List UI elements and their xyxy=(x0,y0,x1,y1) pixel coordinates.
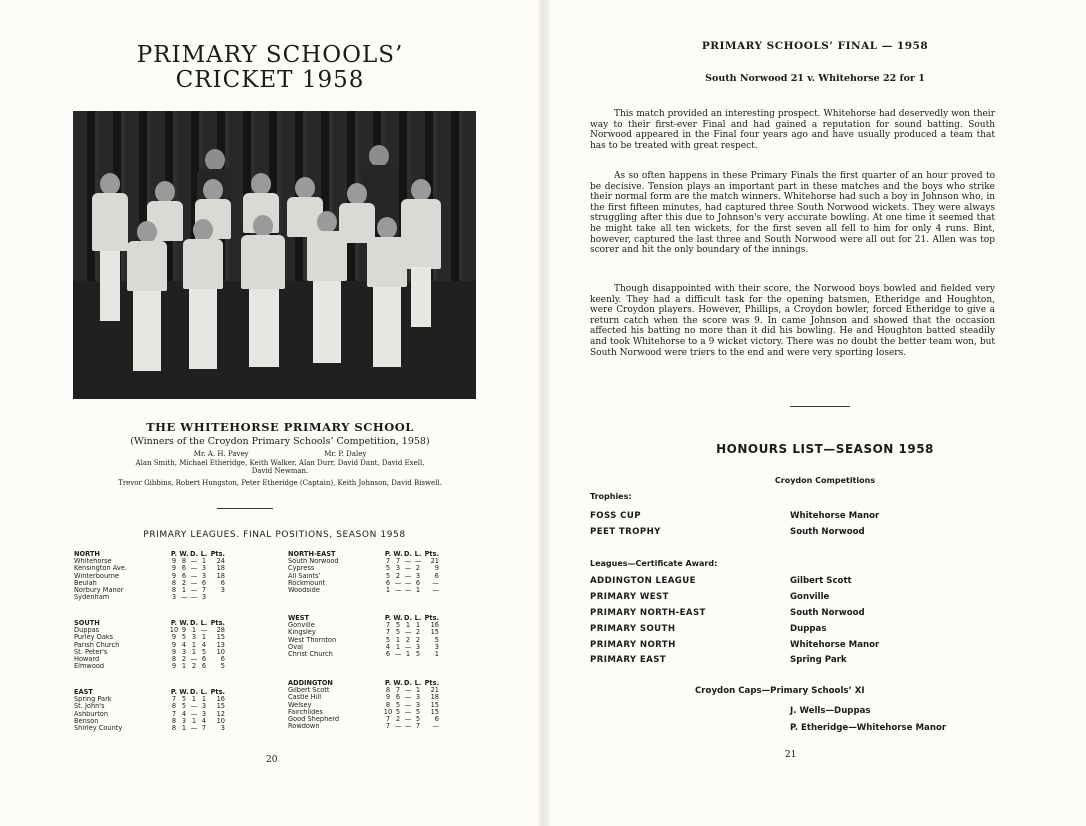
table-row: Winterbourne 9 6 — 3 18 xyxy=(74,571,225,580)
honours-row: PRIMARY NORTH-EAST South Norwood xyxy=(590,608,865,618)
honours-row: PRIMARY NORTH Whitehorse Manor xyxy=(590,640,880,650)
photo-caption-title: THE WHITEHORSE PRIMARY SCHOOL xyxy=(146,420,414,434)
table-row: Norbury Manor 8 1 — 7 3 xyxy=(74,585,225,594)
table-row: Shirley County 8 1 — 7 3 xyxy=(74,723,225,732)
table-row: Rockmount 6 — — 6 — xyxy=(288,578,439,587)
table-row: South Norwood 7 7 — — 21 xyxy=(288,557,439,566)
table-row: Woodside 1 — — 1 — xyxy=(288,585,439,594)
league-north-east: NORTH-EAST P. W. D. L. Pts. South Norwood 7 7 — — 21 Cypress 5 3 — 2 9 All Saints’ 5 2 — 3 6 Rockmount 6 — — 6 — Woodside 1 — — 1 — xyxy=(288,550,439,594)
photo-caption-back-row: Alan Smith, Michael Etheridge, Keith Walker, Alan Durr, David Dant, David Exell, xyxy=(135,459,425,467)
photo-caption-back-row-2: David Newman. xyxy=(251,467,309,475)
photo-caption-front-row: Trevor Gibbins, Robert Hungston, Peter Etheridge (Captain), Keith Johnson, David Biswell. xyxy=(118,479,442,487)
caps-row: J. Wells—Duppas xyxy=(790,706,871,716)
caps-title: Croydon Caps—Primary Schools’ XI xyxy=(695,686,865,696)
table-row: St. John's 8 5 — 3 15 xyxy=(74,702,225,711)
league-addington: ADDINGTON P. W. D. L. Pts. Gilbert Scott 8 7 — 1 21 Castle Hill 9 6 — 3 18 Welsey 8 5 — 3 15 Fairchildes 10 5 — 5 15 Good Shepherd 7 2 — 5 6 Rowdown 7 — — 7 — xyxy=(288,679,439,731)
league-north: NORTH P. W. D. L. Pts. Whitehorse 9 8 — 1 24 Kensington Ave. 9 6 — 3 18 Winterbourne 9 6 — 3 18 Beulah 8 2 — 6 6 Norbury Manor 8 1 — 7 3 Sydenham 3 — — 3 xyxy=(74,550,225,602)
table-row: Elmwood 9 1 2 6 5 xyxy=(74,662,225,671)
table-row: Beulah 8 2 — 6 6 xyxy=(74,578,225,587)
right-page xyxy=(545,0,1086,826)
leagues-title: PRIMARY LEAGUES. FINAL POSITIONS, SEASON 1958 xyxy=(143,530,406,540)
table-row: Good Shepherd 7 2 — 5 6 xyxy=(288,714,439,723)
page-title-line-2: CRICKET 1958 xyxy=(175,67,365,93)
team-photo xyxy=(73,111,476,399)
honours-row: ADDINGTON LEAGUE Gilbert Scott xyxy=(590,576,852,586)
page-title-line-1: PRIMARY SCHOOLS’ xyxy=(136,42,404,68)
table-row: Oval 4 1 — 3 3 xyxy=(288,642,439,651)
page-number: 21 xyxy=(785,750,797,760)
league-west: WEST P. W. D. L. Pts. Gonville 7 5 1 1 16 Kingsley 7 5 — 2 15 West Thornton 5 1 2 2 5 Oval 4 1 — 3 3 Christ Church 6 — 1 5 1 xyxy=(288,614,439,658)
divider xyxy=(790,406,850,407)
table-row: Fairchildes 10 5 — 5 15 xyxy=(288,707,439,716)
table-row: Kensington Ave. 9 6 — 3 18 xyxy=(74,564,225,573)
table-row: Gilbert Scott 8 7 — 1 21 xyxy=(288,686,439,695)
caps-row: P. Etheridge—Whitehorse Manor xyxy=(790,723,947,733)
table-row: Duppas 10 9 1 — 28 xyxy=(74,626,225,635)
table-row: West Thornton 5 1 2 2 5 xyxy=(288,635,439,644)
trophies-label: Trophies: xyxy=(590,492,632,501)
honours-title: HONOURS LIST—SEASON 1958 xyxy=(716,442,934,456)
table-row: Sydenham 3 — — 3 xyxy=(74,593,207,602)
table-row: Gonville 7 5 1 1 16 xyxy=(288,621,439,630)
table-row: Welsey 8 5 — 3 15 xyxy=(288,700,439,709)
honours-row: FOSS CUP Whitehorse Manor xyxy=(590,511,880,521)
divider xyxy=(217,508,273,509)
honours-subtitle: Croydon Competitions xyxy=(774,476,876,485)
leagues-label: Leagues—Certificate Award: xyxy=(590,559,718,568)
table-row: Purley Oaks 9 5 3 1 15 xyxy=(74,633,225,642)
league-east: EAST P. W. D. L. Pts. Spring Park 7 5 1 1 16 St. John's 8 5 — 3 15 Ashburton 7 4 — 3 12 Benson 8 3 1 4 10 Shirley County 8 1 — 7 3 xyxy=(74,688,225,732)
left-page xyxy=(0,0,540,826)
table-row: Howard 8 2 — 6 6 xyxy=(74,654,225,663)
table-row: Ashburton 7 4 — 3 12 xyxy=(74,709,225,718)
table-row: Kingsley 7 5 — 2 15 xyxy=(288,628,439,637)
league-south: SOUTH P. W. D. L. Pts. Duppas 10 9 1 — 28 Purley Oaks 9 5 3 1 15 Parish Church 9 4 1 4 13 St. Peter's 9 3 1 5 10 Howard 8 2 — 6 6 Elmwood 9 1 2 6 5 xyxy=(74,619,225,671)
match-report-paragraph: This match provided an interesting prospect. Whitehorse had deservedly won their way to their first-ever Final and had gained a reputation for sound batting. South Norwood appeared in the Final four years ago and have usually produced a team that has to be treated with great respect. xyxy=(590,109,995,151)
honours-row: PRIMARY EAST Spring Park xyxy=(590,655,847,665)
table-row: Cypress 5 3 — 2 9 xyxy=(288,564,439,573)
honours-row: PRIMARY WEST Gonville xyxy=(590,592,830,602)
table-row: All Saints’ 5 2 — 3 6 xyxy=(288,571,439,580)
table-row: St. Peter's 9 3 1 5 10 xyxy=(74,647,225,656)
photo-caption-subtitle: (Winners of the Croydon Primary Schools’ Competition, 1958) xyxy=(130,436,430,447)
table-row: Spring Park 7 5 1 1 16 xyxy=(74,695,225,704)
page-number: 20 xyxy=(266,755,278,765)
final-title: PRIMARY SCHOOLS’ FINAL — 1958 xyxy=(701,40,929,52)
match-report-paragraph: As so often happens in these Primary Finals the first quarter of an hour proved to be decisive. Tension plays an important part in these matches and the boys who strike their normal form are the match winners. Whitehorse had such a boy in Johnson who, in the first fifteen minutes, had captured three South Norwood wickets. They were always struggling after this due to Johnson's very accurate bowling. At one time it seemed that he might take all ten wickets, for the first seven all fell to him for only 4 runs. Bint, however, captured the last three and South Norwood were all out for 21. Allen was top scorer and hit the only boundary of the innings. xyxy=(590,171,995,256)
table-row: Benson 8 3 1 4 10 xyxy=(74,716,225,725)
table-row: Whitehorse 9 8 — 1 24 xyxy=(74,557,225,566)
table-row: Christ Church 6 — 1 5 1 xyxy=(288,649,439,658)
honours-row: PRIMARY SOUTH Duppas xyxy=(590,624,827,634)
final-score-line: South Norwood 21 v. Whitehorse 22 for 1 xyxy=(705,73,925,84)
honours-row: PEET TROPHY South Norwood xyxy=(590,527,865,537)
table-row: Castle Hill 9 6 — 3 18 xyxy=(288,693,439,702)
table-row: Parish Church 9 4 1 4 13 xyxy=(74,640,225,649)
match-report-paragraph: Though disappointed with their score, the Norwood boys bowled and fielded very keenly. They had a difficult task for the opening batsmen, Etheridge and Houghton, were Croydon players. However, Phillips, a Croydon bowler, forced Etheridge to give a return catch when the score was 9. In came Johnson and showed that the occasion affected his batting no more than it did his bowling. He and Houghton batted steadily and took Whitehorse to a 9 wicket victory. There was no doubt the better team won, but South Norwood were triers to the end and were very sporting losers. xyxy=(590,284,995,358)
photo-caption-teachers: Mr. A. H. Pavey Mr. P. Daley xyxy=(193,450,367,458)
table-row: Rowdown 7 — — 7 — xyxy=(288,722,439,731)
